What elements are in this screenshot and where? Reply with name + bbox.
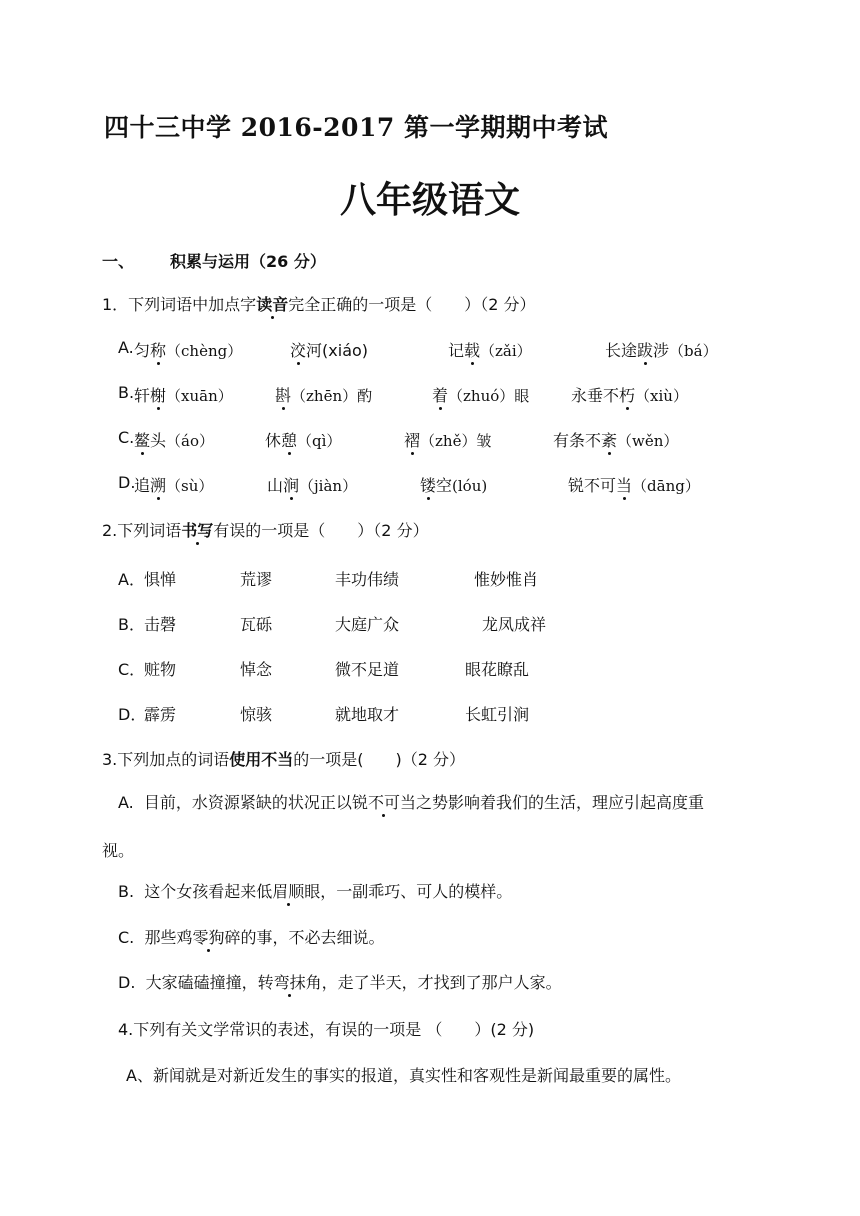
q2-b-letter: B． — [118, 615, 145, 634]
q1-c-letter: C. — [118, 428, 135, 447]
q2-c-word-1: 赃物 — [144, 660, 177, 679]
q3-a-letter: A. — [118, 793, 134, 812]
q1-a-item-2: 洨河(xiáo) — [290, 338, 368, 361]
question-2-stem — [102, 518, 429, 541]
q1-d-item-4: 锐不可当（dāng） — [568, 473, 700, 496]
q3-b-letter: B. — [118, 882, 135, 901]
q3-stem-post: 的一项是( )（2 分） — [293, 750, 466, 769]
q2-d-word-2: 惊骇 — [240, 705, 273, 724]
q2-d-letter: D． — [118, 705, 147, 724]
q2-stem-pre: 2.下列词语 — [102, 521, 182, 540]
q1-stem-pre: 1．下列词语中加点字 — [102, 295, 257, 314]
q2-c-letter: C． — [118, 660, 146, 679]
question-4-stem: 4.下列有关文学常识的表述，有误的一项是 （ ）(2 分) — [118, 1020, 535, 1039]
question-3-stem — [102, 747, 465, 770]
section-heading — [102, 249, 326, 272]
q3-option-a-continued: 视。 — [102, 841, 135, 860]
q2-b-word-4: 龙凤成祥 — [482, 615, 547, 634]
q2-b-word-1: 击磬 — [144, 615, 177, 634]
exam-title: 四十三中学 2016-2017 第一学期期中考试 — [104, 113, 608, 142]
q2-c-word-4: 眼花瞭乱 — [465, 660, 530, 679]
q1-a-item-3: 记载（zǎi） — [448, 338, 532, 361]
q2-stem-bold: 书写 — [181, 518, 213, 541]
q2-b-word-2: 瓦砾 — [240, 615, 273, 634]
q1-c-item-4: 有条不紊（wěn） — [553, 428, 678, 451]
q1-a-item-4: 长途跋涉（bá） — [605, 338, 718, 361]
q2-stem-post: 有误的一项是（ ）（2 分） — [213, 521, 429, 540]
subject-title: 八年级语文 — [339, 180, 520, 221]
q1-stem-post: 完全正确的一项是（ ）（2 分） — [288, 295, 536, 314]
q3-option-c: C. 那些鸡零狗碎的事，不必去细说。 — [118, 925, 384, 948]
q2-b-word-3: 大庭广众 — [335, 615, 400, 634]
q4-option-a: A、新闻就是对新近发生的事实的报道，真实性和客观性是新闻最重要的属性。 — [126, 1066, 681, 1085]
section-number: 一、 — [102, 252, 135, 271]
q3-option-a: A. 目前，水资源紧缺的状况正以锐不可当之势影响着我们的生活，理应引起高度重 — [118, 790, 704, 813]
q1-stem-bold: 读音 — [256, 292, 288, 315]
q2-d-word-1: 霹雳 — [144, 705, 177, 724]
q1-c-item-2: 休憩（qì） — [265, 428, 341, 451]
q1-c-item-1: 鳌头（áo） — [134, 428, 214, 451]
question-1-stem — [102, 292, 535, 315]
q1-b-item-1: 轩榭（xuān） — [134, 383, 233, 406]
q1-b-item-4: 永垂不朽（xiù） — [571, 383, 688, 406]
q1-d-item-3: 镂空(lóu) — [420, 473, 487, 496]
q2-a-word-1: 惧惮 — [144, 570, 177, 589]
q3-stem-pre: 3.下列加点的词语 — [102, 750, 230, 769]
q3-stem-bold: 使用不当 — [229, 750, 294, 769]
q3-option-b: B. 这个女孩看起来低眉顺眼，一副乖巧、可人的模样。 — [118, 879, 512, 902]
q1-d-letter: D. — [118, 473, 136, 492]
q2-a-word-2: 荒谬 — [240, 570, 273, 589]
q1-a-letter: A. — [118, 338, 134, 357]
q2-d-word-4: 长虹引涧 — [465, 705, 530, 724]
q1-c-item-3: 褶（zhě）皱 — [404, 428, 491, 451]
q2-a-letter: A． — [118, 570, 145, 589]
q1-b-item-2: 斟（zhēn）酌 — [275, 383, 372, 406]
q3-d-letter: D. — [118, 973, 136, 992]
q1-d-item-2: 山涧（jiàn） — [267, 473, 357, 496]
q2-c-word-3: 微不足道 — [335, 660, 400, 679]
q1-b-letter: B. — [118, 383, 135, 402]
q1-a-item-1: 匀称（chèng） — [134, 338, 242, 361]
q2-a-word-4: 惟妙惟肖 — [474, 570, 539, 589]
q1-d-item-1: 追溯（sù） — [134, 473, 213, 496]
q1-b-item-3: 着（zhuó）眼 — [432, 383, 529, 406]
q2-a-word-3: 丰功伟绩 — [335, 570, 400, 589]
q3-c-letter: C. — [118, 928, 135, 947]
q2-d-word-3: 就地取才 — [335, 705, 400, 724]
section-title: 积累与运用（26 分） — [170, 252, 326, 271]
q2-c-word-2: 悼念 — [240, 660, 273, 679]
q3-option-d: D. 大家磕磕撞撞，转弯抹角，走了半天，才找到了那户人家。 — [118, 970, 562, 993]
